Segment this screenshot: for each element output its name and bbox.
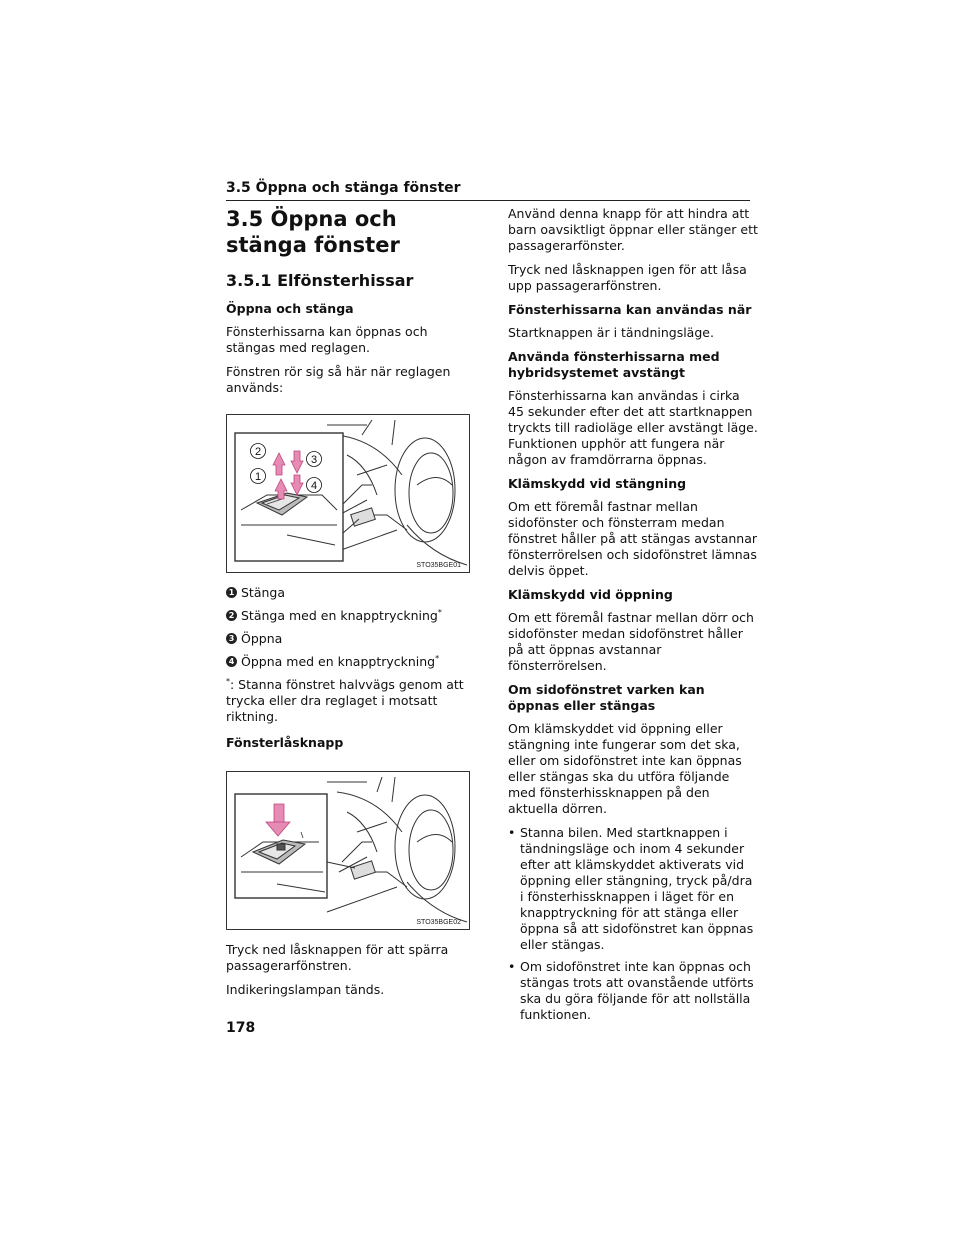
figure-code: STO35BGE01 xyxy=(416,562,461,569)
bullet-text: Stanna bilen. Med startknappen i tändningsläge och inom 4 sekunder efter att klämskyddet aktiverats vid öppning eller stängning, tryck på/dra i fönsterhissknappen i läget för en knapptryckning för att stänga eller öppna så att sidofönstret kan öppnas eller stängas. xyxy=(520,825,754,952)
paragraph: Tryck ned låsknappen för att spärra passagerarfönstren. xyxy=(226,942,449,973)
heading: Om sidofönstret varken kan öppnas eller stängas xyxy=(508,682,705,713)
bullet-dot: • xyxy=(508,825,516,840)
number-badge: 4 xyxy=(226,656,237,667)
callout-3: 3 xyxy=(310,454,318,466)
list-item xyxy=(226,608,476,624)
list-item xyxy=(226,585,476,601)
figure-code: STO35BGE02 xyxy=(416,919,461,926)
paragraph: Använd denna knapp för att hindra att barn oavsiktligt öppnar eller stänger ett passagerarfönster. xyxy=(508,206,758,253)
bullet-dot: • xyxy=(508,959,516,974)
number-badge: 2 xyxy=(226,610,237,621)
callout-1: 1 xyxy=(254,471,262,483)
paragraph: Fönstren rör sig så här när reglagen används: xyxy=(226,364,451,395)
paragraph: Om ett föremål fastnar mellan dörr och sidofönster medan sidofönstret håller på att öppnas avstannar fönsterrörelsen. xyxy=(508,610,754,673)
heading: Klämskydd vid stängning xyxy=(508,476,687,491)
callout-2: 2 xyxy=(254,446,262,458)
page-number: 178 xyxy=(226,1020,256,1036)
section-header: 3.5 Öppna och stänga fönster xyxy=(226,178,750,201)
page-title: 3.5 Öppna och stänga fönster xyxy=(226,207,400,257)
heading-lock-button: Fönsterlåsknapp xyxy=(226,735,344,750)
list-item-text: Öppna xyxy=(241,631,283,646)
footnote-marker: * xyxy=(435,653,440,663)
bullet-item xyxy=(508,825,758,953)
list-item xyxy=(226,654,476,670)
paragraph: Fönsterhissarna kan öppnas och stängas med reglagen. xyxy=(226,324,428,355)
footnote-marker: * xyxy=(437,607,442,617)
heading-open-close: Öppna och stänga xyxy=(226,301,354,316)
figure-window-switch xyxy=(226,414,470,573)
heading: Använda fönsterhissarna med hybridsystemet avstängt xyxy=(508,349,720,380)
figure-lock-button xyxy=(226,771,470,930)
number-badge: 1 xyxy=(226,587,237,598)
bullet-item xyxy=(508,959,758,1023)
heading: Fönsterhissarna kan användas när xyxy=(508,302,752,317)
right-column xyxy=(508,206,758,1029)
paragraph: Fönsterhissarna kan användas i cirka 45 sekunder efter det att startknappen tryckts till radioläge eller avstängt läge. Funktionen upphör att fungera när någon av framdörrarna öppnas. xyxy=(508,388,758,467)
heading: Klämskydd vid öppning xyxy=(508,587,673,602)
paragraph: Indikeringslampan tänds. xyxy=(226,982,385,997)
paragraph: Startknappen är i tändningsläge. xyxy=(508,325,714,340)
paragraph: Om ett föremål fastnar mellan sidofönster och fönsterram medan fönstret håller på att stängas avstannar fönsterrörelsen och sidofönstret lämnas delvis öppet. xyxy=(508,499,757,578)
list-item-text: Stänga med en knapptryckning* xyxy=(241,607,442,623)
window-switch-illustration xyxy=(227,415,469,572)
subsection-title: 3.5.1 Elfönsterhissar xyxy=(226,271,414,290)
lock-button-illustration xyxy=(227,772,469,929)
paragraph: Tryck ned låsknappen igen för att låsa upp passagerarfönstren. xyxy=(508,262,747,293)
list-item-text: Öppna med en knapptryckning* xyxy=(241,653,440,669)
bullet-text: Om sidofönstret inte kan öppnas och stängas trots att ovanstående utförts ska du göra följande för att nollställa funktionen. xyxy=(520,959,754,1022)
callout-4: 4 xyxy=(310,480,318,492)
left-column xyxy=(226,206,476,1006)
footnote: *: Stanna fönstret halvvägs genom att trycka eller dra reglaget i motsatt riktning. xyxy=(226,676,464,724)
number-badge: 3 xyxy=(226,633,237,644)
list-item-text: Stänga xyxy=(241,585,286,600)
paragraph: Om klämskyddet vid öppning eller stängning inte fungerar som det ska, eller om sidofönstret inte kan öppnas eller stängas ska du utföra följande med fönsterhissknappen på den aktuella dörren. xyxy=(508,721,742,816)
list-item xyxy=(226,631,476,647)
